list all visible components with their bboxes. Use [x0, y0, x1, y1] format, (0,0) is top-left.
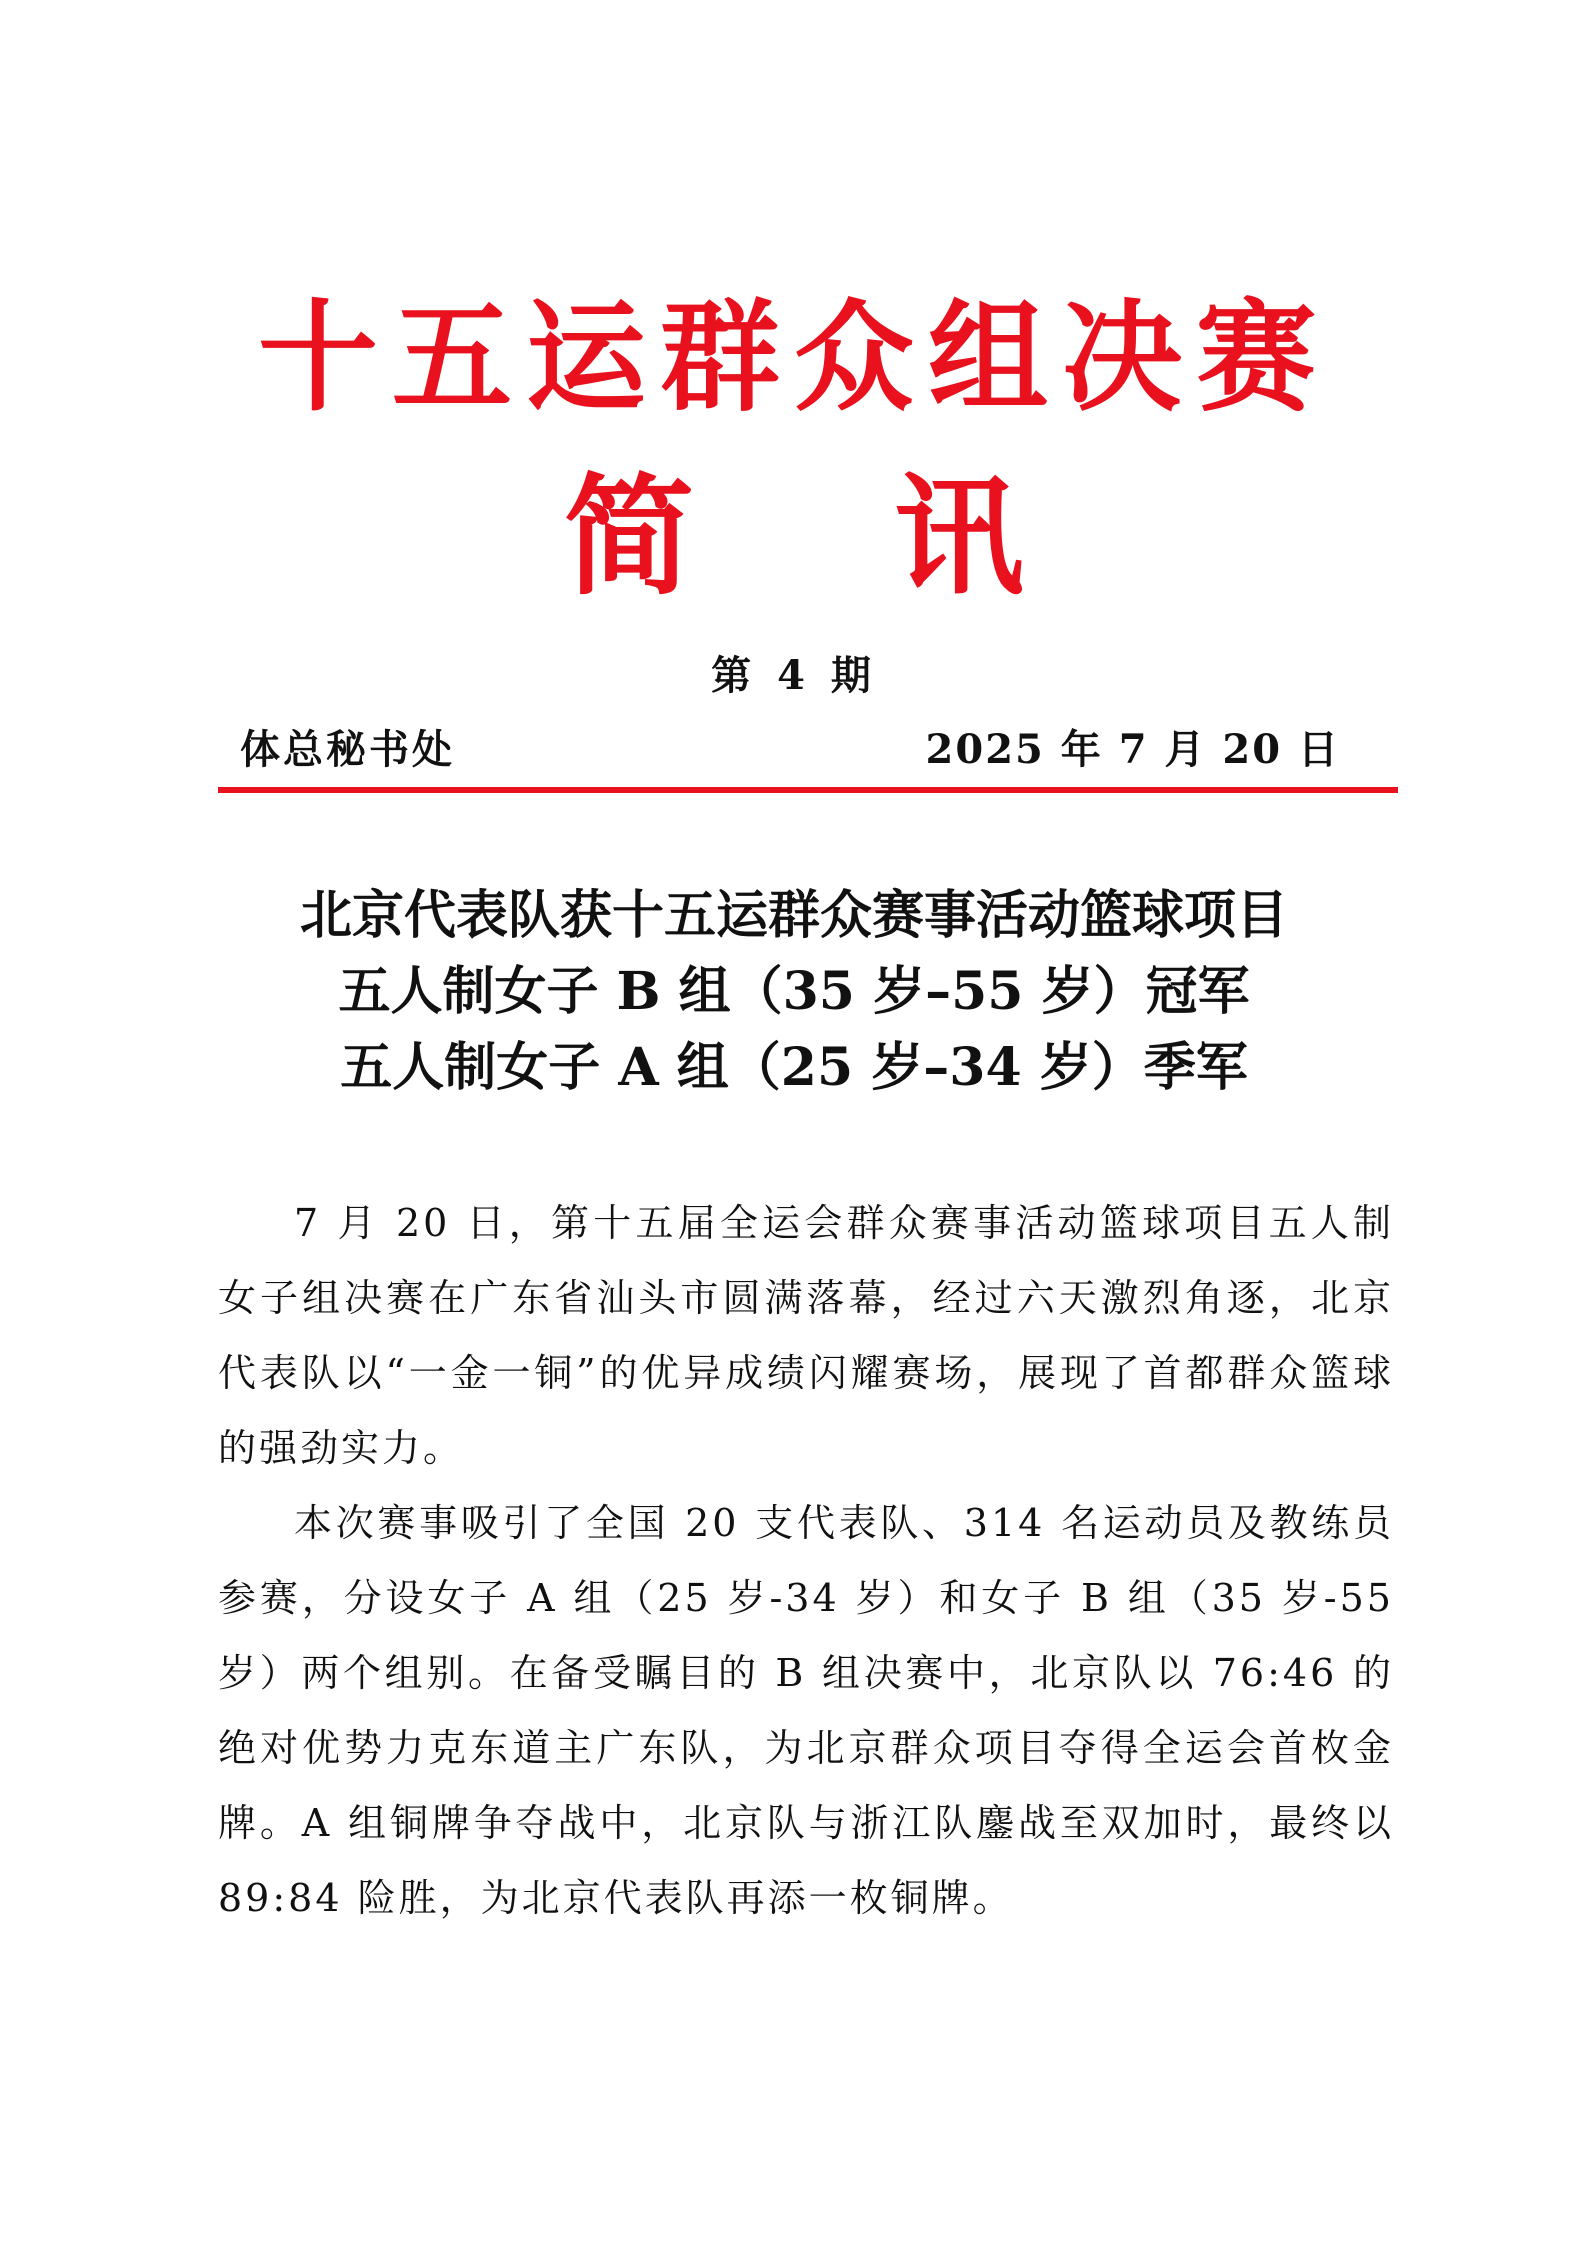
headline-line-1: 北京代表队获十五运群众赛事活动篮球项目: [299, 885, 1288, 946]
masthead-title: 十五运群众组决赛: [258, 287, 1330, 428]
red-divider-rule: [218, 787, 1398, 793]
headline-line-2: 五人制女子 B 组（35 岁–55 岁）冠军: [338, 961, 1250, 1022]
issuer: 体总秘书处: [240, 726, 455, 773]
article-body: [218, 1186, 1394, 1936]
masthead-subtitle-char-2: 讯: [894, 460, 1025, 613]
masthead-subtitle-char-1: 简: [563, 460, 694, 613]
body-paragraph-2: 本次赛事吸引了全国 20 支代表队、314 名运动员及教练员参赛，分设女子 A 组（25 岁-34 岁）和女子 B 组（35 岁-55 岁）两个组别。在备受瞩目的 B 组决赛中，北京队以 76:46 的绝对优势力克东道主广东队，为北京群众项目夺得全运会首枚金牌。A 组铜牌争夺战中，北京队与浙江队鏖战至双加时，最终以 89:84 险胜，为北京代表队再添一枚铜牌。: [218, 1501, 1394, 1920]
meta-row: [240, 722, 1340, 778]
masthead-subtitle: [0, 462, 1588, 612]
article-headline: [0, 878, 1588, 1106]
body-paragraph-1: 7 月 20 日，第十五届全运会群众赛事活动篮球项目五人制女子组决赛在广东省汕头市圆满落幕，经过六天激烈角逐，北京代表队以“一金一铜”的优异成绩闪耀赛场，展现了首都群众篮球的强劲实力。: [218, 1201, 1394, 1470]
issue-number: 第 4 期: [711, 652, 877, 699]
headline-line-3: 五人制女子 A 组（25 岁–34 岁）季军: [340, 1037, 1248, 1098]
issue-date: 2025 年 7 月 20 日: [925, 726, 1340, 773]
